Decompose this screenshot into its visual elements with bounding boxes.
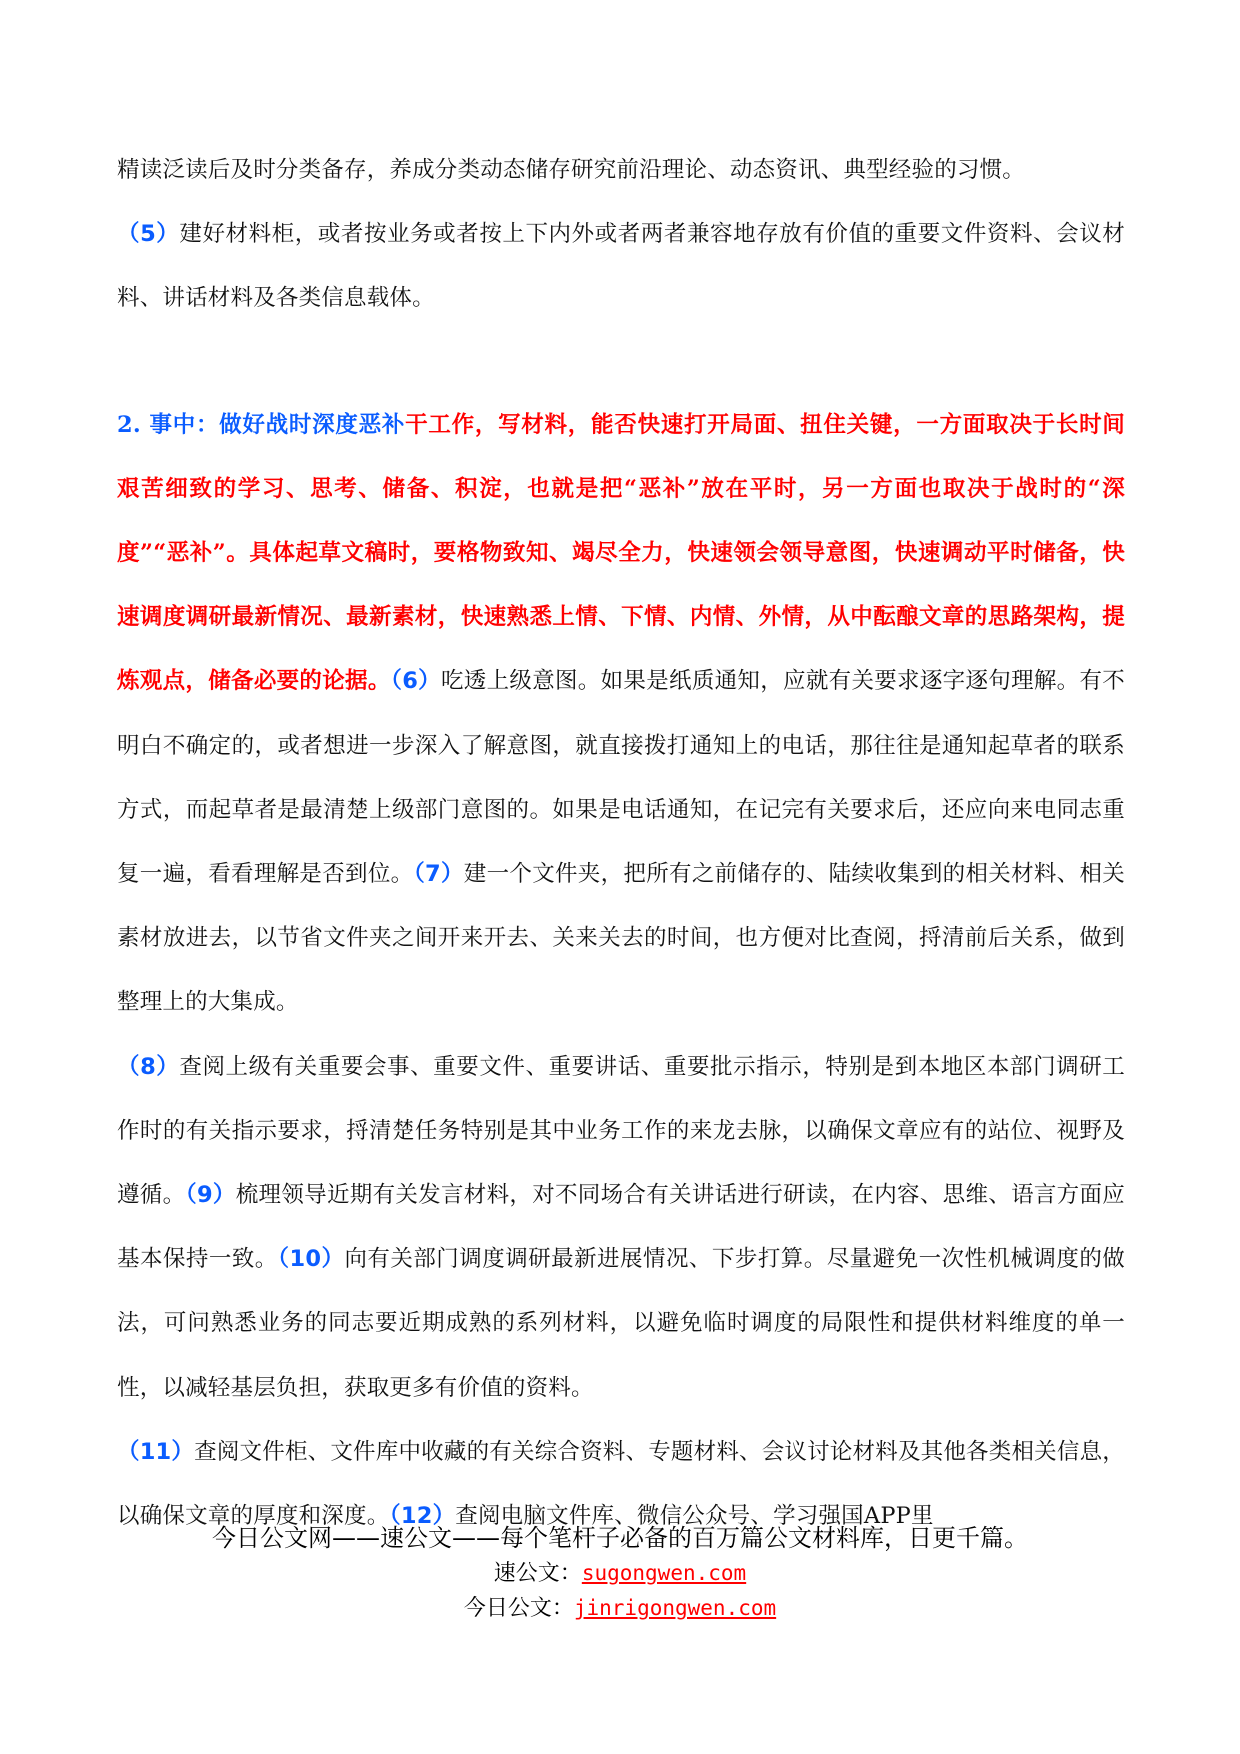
- paragraph-1: [117, 138, 1125, 202]
- paragraph-text: 查阅上级有关重要会事、重要文件、重要讲话、重要批示指示，特别是到本地区本部门调研工作时的有关指示要求，捋清楚任务特别是其中业务工作的来龙去脉，以确保文章应有的站位、视野及遵循。: [117, 1053, 1125, 1209]
- paragraph-text: 向有关部门调度调研最新进展情况、下步打算。尽量避免一次性机械调度的做法，可问熟悉业务的同志要近期成熟的系列材料，以避免临时调度的局限性和提供材料维度的单一性，以减轻基层负担，获取更多有价值的资料。: [117, 1246, 1125, 1401]
- item-number-8: （8）: [117, 1053, 180, 1080]
- paragraph-spacer: [117, 331, 1125, 393]
- item-number-5: （5）: [117, 221, 180, 248]
- paragraph-3: [117, 393, 1125, 1035]
- paragraph-text: 精读泛读后及时分类备存，养成分类动态储存研究前沿理论、动态资讯、典型经验的习惯。: [117, 157, 1026, 183]
- sugongwen-link[interactable]: sugongwen.com: [581, 1561, 747, 1585]
- footer-link-row-sugongwen: [0, 1558, 1240, 1589]
- paragraph-text: 梳理领导近期有关发言材料，对不同场合有关讲话进行研读，在内容、思维、语言方面应基本保持一致。: [117, 1182, 1125, 1273]
- footer-label: 速公文：: [493, 1561, 582, 1586]
- item-number-7: （7）: [413, 861, 464, 888]
- paragraph-text: 建好材料柜，或者按业务或者按上下内外或者两者兼容地存放有价值的重要文件资料、会议材料、讲话材料及各类信息载体。: [117, 221, 1125, 312]
- paragraph-text: 查阅文件柜、文件库中收藏的有关综合资料、专题材料、会议讨论材料及其他各类相关信息，以确保文章的厚度和深度。: [117, 1438, 1125, 1530]
- item-number-6: （6）: [390, 668, 441, 695]
- paragraph-text: 查阅电脑文件库、微信公众号、学习强国APP里: [455, 1503, 934, 1530]
- footer-promo: [0, 1522, 1240, 1554]
- paragraph-text: 吃透上级意图。如果是纸质通知，应就有关要求逐字逐句理解。有不明白不确定的，或者想进一步深入了解意图，就直接拨打通知上的电话，那往往是通知起草者的联系方式，而起草者是最清楚上级部门意图的。如果是电话通知，在记完有关要求后，还应向来电同志重复一遍，看看理解是否到位。: [117, 668, 1125, 888]
- item-number-11: （11）: [117, 1438, 195, 1465]
- footer-label: 今日公文：: [463, 1596, 574, 1621]
- item-number-10: （10）: [277, 1246, 345, 1273]
- document-body: [117, 138, 1125, 1548]
- item-number-12: （12）: [389, 1503, 456, 1530]
- highlighted-text: 干工作，写材料，能否快速打开局面、扭住关键，一方面取决于长时间艰苦细致的学习、思考、储备、积淀，也就是把“恶补”放在平时，另一方面也取决于战时的“深度”“恶补”。具体起草文稿时，要格物致知、竭尽全力，快速领会领导意图，快速调动平时储备，快速调度调研最新情况、最新素材，快速熟悉上情、下情、内情、外情，从中酝酿文章的思路架构，提炼观点，储备必要的论据。: [117, 411, 1126, 695]
- section-heading: 2. 事中：做好战时深度恶补: [117, 411, 406, 438]
- footer-link-row-jinrigongwen: [0, 1593, 1240, 1624]
- paragraph-2: [117, 202, 1125, 330]
- jinrigongwen-link[interactable]: jinrigongwen.com: [573, 1596, 777, 1620]
- paragraph-text: 建一个文件夹，把所有之前储存的、陆续收集到的相关材料、相关素材放进去，以节省文件夹之间开来开去、关来关去的时间，也方便对比查阅，捋清前后关系，做到整理上的大集成。: [117, 861, 1125, 1016]
- paragraph-4: [117, 1035, 1125, 1420]
- item-number-9: （9）: [185, 1182, 236, 1209]
- footer-promo-text: 今日公文网——速公文——每个笔杆子必备的百万篇公文材料库，日更千篇。: [212, 1524, 1028, 1552]
